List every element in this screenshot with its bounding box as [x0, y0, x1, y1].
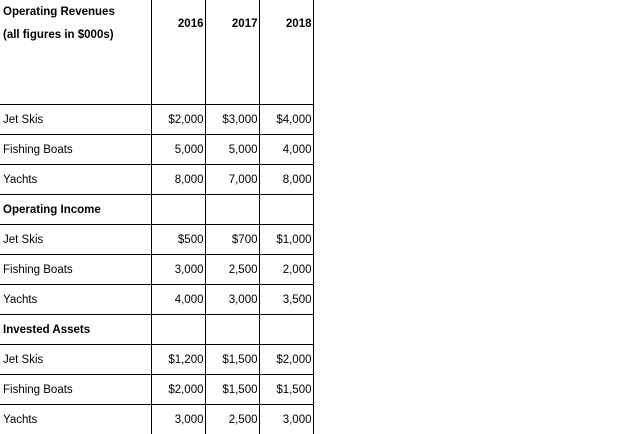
table-cell: 2,000 [259, 255, 313, 285]
year-header-2017: 2017 [205, 0, 259, 105]
row-label: Yachts [0, 165, 151, 195]
table-row [0, 255, 313, 285]
row-label: Yachts [0, 405, 151, 434]
year-header-2018: 2018 [259, 0, 313, 105]
table-cell: $700 [205, 225, 259, 255]
empty-cell [151, 195, 205, 225]
table-cell: 8,000 [259, 165, 313, 195]
section-row-operating-income [0, 195, 313, 225]
empty-cell [205, 315, 259, 345]
table-cell: 2,500 [205, 255, 259, 285]
table-cell: 7,000 [205, 165, 259, 195]
header-label-cell [0, 0, 151, 105]
table-cell: 4,000 [259, 135, 313, 165]
table-row [0, 135, 313, 165]
row-label: Fishing Boats [0, 135, 151, 165]
row-label: Yachts [0, 285, 151, 315]
table-subtitle: (all figures in $000s) [3, 29, 150, 41]
empty-cell [205, 195, 259, 225]
table-cell: $4,000 [259, 105, 313, 135]
section-row-invested-assets [0, 315, 313, 345]
empty-cell [259, 195, 313, 225]
table-row [0, 165, 313, 195]
table-cell: 3,000 [151, 255, 205, 285]
table-cell: $1,500 [259, 375, 313, 405]
row-label: Jet Skis [0, 105, 151, 135]
table-row [0, 345, 313, 375]
table-title: Operating Revenues [3, 6, 150, 18]
table-cell: $3,000 [205, 105, 259, 135]
empty-cell [259, 315, 313, 345]
table-cell: 3,000 [205, 285, 259, 315]
table-cell: $1,500 [205, 375, 259, 405]
table-cell: $2,000 [259, 345, 313, 375]
header-row [0, 0, 313, 105]
table-cell: $1,200 [151, 345, 205, 375]
table-cell: 4,000 [151, 285, 205, 315]
row-label: Fishing Boats [0, 255, 151, 285]
empty-cell [151, 315, 205, 345]
table-row [0, 375, 313, 405]
table-cell: 8,000 [151, 165, 205, 195]
table-row [0, 405, 313, 434]
section-title: Operating Income [0, 195, 151, 225]
table-cell: 5,000 [205, 135, 259, 165]
row-label: Jet Skis [0, 345, 151, 375]
row-label: Fishing Boats [0, 375, 151, 405]
year-header-2016: 2016 [151, 0, 205, 105]
table-cell: 3,000 [151, 405, 205, 434]
table-cell: $2,000 [151, 375, 205, 405]
table-row [0, 105, 313, 135]
table-row [0, 225, 313, 255]
section-title: Invested Assets [0, 315, 151, 345]
row-label: Jet Skis [0, 225, 151, 255]
table-cell: $1,000 [259, 225, 313, 255]
table-cell: $1,500 [205, 345, 259, 375]
table-row [0, 285, 313, 315]
table-cell: 2,500 [205, 405, 259, 434]
table-cell: 3,500 [259, 285, 313, 315]
table-cell: $2,000 [151, 105, 205, 135]
table-cell: 5,000 [151, 135, 205, 165]
table-cell: 3,000 [259, 405, 313, 434]
table-cell: $500 [151, 225, 205, 255]
